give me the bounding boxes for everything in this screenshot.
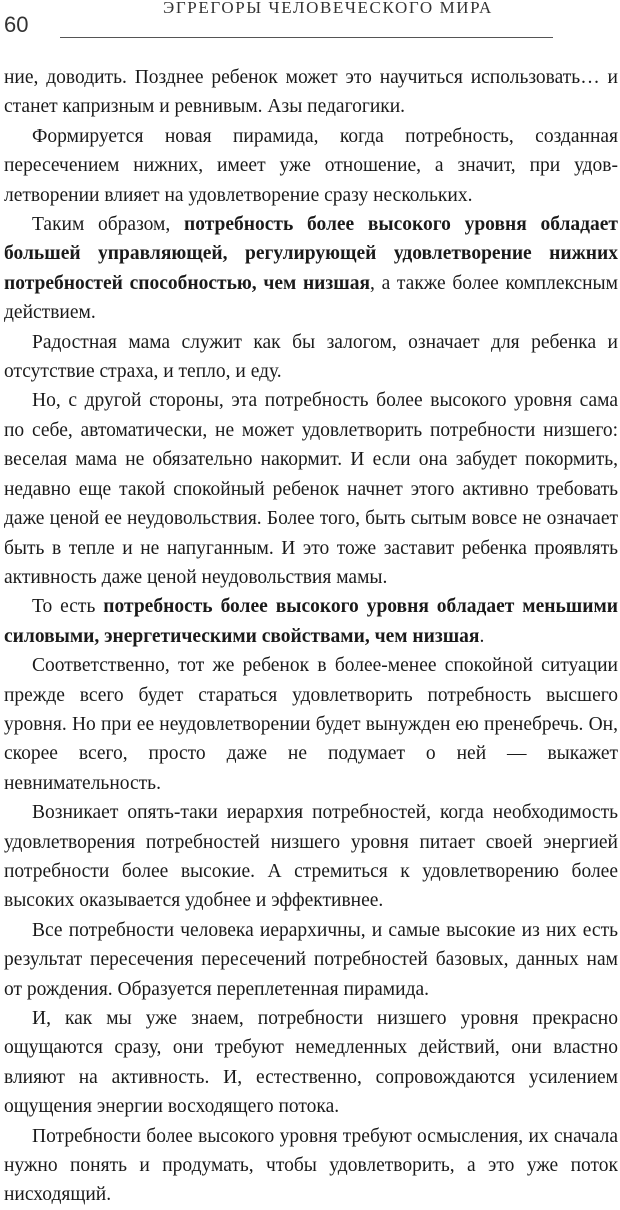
- text-run: .: [479, 625, 485, 647]
- text-run: Но, с другой стороны, эта потребность более высокого уровня сама по себе, автоматически, не может удовлетворить потребности низшего: веселая мама не обязательно накормит. И если она забудет покормить, недавно еще такой спокойный ребенок начнет этого активно требовать даже ценой ее неудовольствия. Более того, быть сытым вовсе не означает быть в тепле и не напуганным. И это тоже заставит ребенка проявлять активность даже ценой неудовольствия мамы.: [4, 390, 618, 588]
- text-run: Соответственно, тот же ребенок в более-менее спокойной ситуации прежде всего будет стараться удовлетворить потребность высшего уровня. Но при ее неудовлетворении будет вынужден ею пренебречь. Он, скорее всего, просто даже не подумает о ней — выкажет невнимательность.: [4, 655, 618, 794]
- paragraph: [4, 916, 618, 1004]
- text-run: , а также более комплексным действием.: [4, 272, 618, 324]
- paragraph: [4, 386, 618, 592]
- text-run: То есть: [32, 596, 104, 618]
- text-run: ние, доводить. Позднее ребенок может это научиться использовать… и станет капризным и ревнивым. Азы педагогики.: [4, 67, 618, 118]
- bold-text: потребность более высокого уровня обладает большей управляющей, регулирующей удовлетворение нижних потребностей способностью, чем низшая: [4, 214, 618, 294]
- running-title: ЭГРЕГОРЫ ЧЕЛОВЕЧЕСКОГО МИРА: [163, 0, 493, 17]
- text-run: Таким образом,: [32, 214, 184, 236]
- page-header: [0, 0, 620, 44]
- paragraph: [4, 328, 618, 387]
- paragraph: [4, 1122, 618, 1210]
- text-run: Потребности более высокого уровня требуют осмысления, их сначала нужно понять и продумать, чтобы удовлетворить, а это уже поток нисходящий.: [4, 1125, 618, 1206]
- page-number: 60: [4, 12, 29, 37]
- header-rule: [60, 37, 553, 38]
- text-run: И, как мы уже знаем, потребности низшего уровня прекрасно ощущаются сразу, они требуют немедленных действий, они властно влияют на активность. И, естественно, сопровождаются усилением ощущения энергии восходящего потока.: [4, 1008, 618, 1118]
- body-text: [4, 63, 618, 1210]
- text-run: Формируется новая пирамида, когда потребность, созданная пересечением нижних, имеет уже отношение, а значит, при удовлетворении влияет на удовлетворение сразу нескольких.: [4, 125, 618, 206]
- paragraph: [4, 1004, 618, 1122]
- paragraph: [4, 210, 618, 328]
- text-run: Возникает опять-таки иерархия потребностей, когда необходимость удовлетворения потребностей низшего уровня питает своей энергией потребности более высокие. А стремиться к удовлетворению более высоких оказывается удобнее и эффективнее.: [4, 802, 618, 912]
- text-run: Все потребности человека иерархичны, и самые высокие из них есть результат пересечения пересечений потребностей базовых, данных нам от рождения. Образуется переплетенная пирамида.: [4, 919, 618, 1000]
- paragraph: [4, 592, 618, 651]
- text-run: Радостная мама служит как бы залогом, означает для ребенка и отсутствие страха, и тепло, и еду.: [4, 331, 618, 383]
- paragraph: [4, 651, 618, 798]
- bold-text: потребность более высокого уровня обладает меньшими силовыми, энергетическими свойствами, чем низшая: [4, 596, 619, 647]
- paragraph: [4, 122, 618, 210]
- paragraph: [4, 63, 618, 122]
- paragraph: [4, 798, 618, 916]
